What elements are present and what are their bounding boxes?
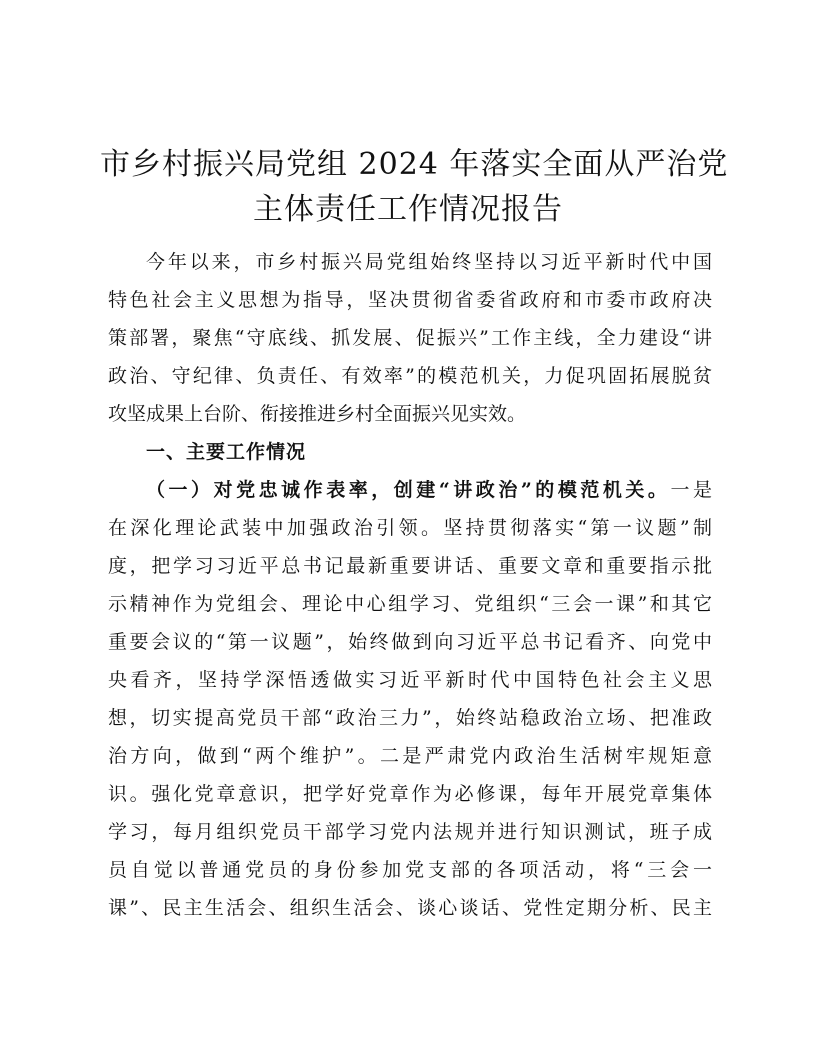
intro-paragraph-line: 特色社会主义思想为指导，坚决贯彻省委省政府和市委市政府决: [108, 289, 712, 311]
body-paragraph-line: 识。强化党章意识，把学好党章作为必修课，每年开展党章集体: [108, 783, 712, 805]
subsection-first-line: [146, 478, 712, 502]
body-paragraph-line: 央看齐，坚持学深悟透做实习近平新时代中国特色社会主义思: [108, 669, 712, 691]
body-paragraph-line: 示精神作为党组会、理论中心组学习、党组织“三会一课”和其它: [108, 593, 712, 615]
intro-paragraph-line: 策部署，聚焦“守底线、抓发展、促振兴”工作主线，全力建设“讲: [108, 327, 712, 349]
section-heading: 一、主要工作情况: [146, 441, 307, 463]
body-paragraph-line: 治方向，做到“两个维护”。二是严肃党内政治生活树牢规矩意: [108, 745, 712, 767]
intro-paragraph-line: 攻坚成果上台阶、衔接推进乡村全面振兴见实效。: [108, 403, 527, 425]
body-paragraph-line: 员自觉以普通党员的身份参加党支部的各项活动，将“三会一: [108, 859, 712, 881]
body-paragraph-line: 在深化理论武装中加强政治引领。坚持贯彻落实“第一议题”制: [108, 517, 712, 539]
body-paragraph-line: 想，切实提高党员干部“政治三力”，始终站稳政治立场、把准政: [108, 707, 712, 729]
intro-paragraph-line: 今年以来，市乡村振兴局党组始终坚持以习近平新时代中国: [146, 251, 712, 273]
document-title-line-1: 市乡村振兴局党组 2024 年落实全面从严治党: [100, 147, 729, 182]
document-title-line-2: 主体责任工作情况报告: [253, 192, 563, 227]
body-paragraph-line: 学习，每月组织党员干部学习党内法规并进行知识测试，班子成: [108, 821, 712, 843]
body-paragraph-line: 度，把学习习近平总书记最新重要讲话、重要文章和重要指示批: [108, 555, 712, 577]
subsection-heading: （一）对党忠诚作表率，创建“讲政治”的模范机关。: [146, 479, 671, 501]
intro-paragraph-line: 政治、守纪律、负责任、有效率”的模范机关，力促巩固拓展脱贫: [108, 365, 712, 387]
body-paragraph-line: 重要会议的“第一议题”，始终做到向习近平总书记看齐、向党中: [108, 631, 712, 653]
subsection-first-line-rest: 一是: [670, 479, 712, 501]
body-paragraph-line: 课”、民主生活会、组织生活会、谈心谈话、党性定期分析、民主: [108, 897, 712, 919]
